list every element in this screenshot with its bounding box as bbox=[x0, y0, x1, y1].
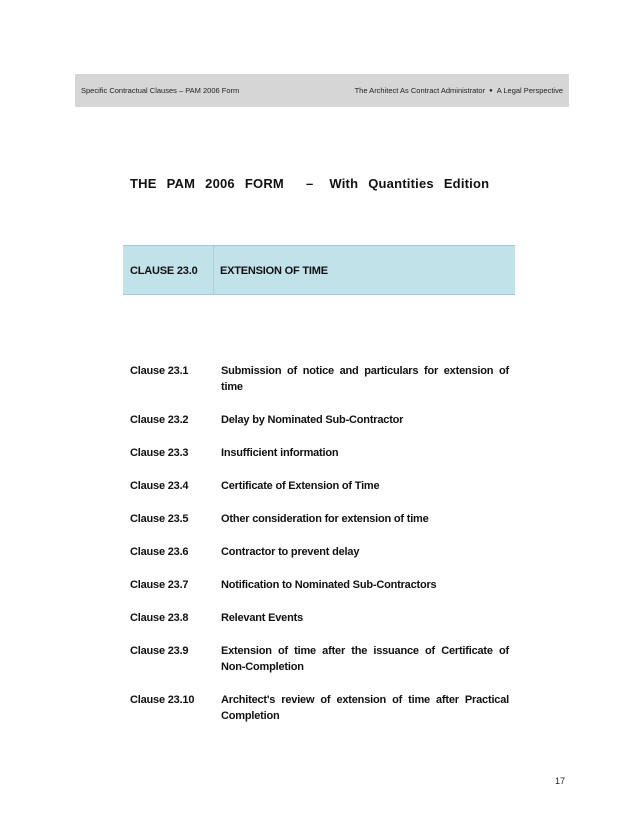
subclause-number: Clause 23.1 bbox=[130, 365, 189, 377]
subclause-text: Relevant Events bbox=[221, 612, 303, 624]
page-title bbox=[130, 176, 530, 191]
title-word: FORM bbox=[244, 176, 284, 191]
list-item bbox=[130, 610, 510, 626]
title-word: Quantities bbox=[368, 176, 434, 191]
clause-heading-band bbox=[123, 245, 515, 295]
page-header bbox=[75, 74, 569, 107]
subclause-number: Clause 23.9 bbox=[130, 645, 189, 657]
list-item bbox=[130, 692, 510, 724]
subclause-number: Clause 23.3 bbox=[130, 447, 189, 459]
list-item bbox=[130, 643, 510, 675]
bullet-icon: ● bbox=[489, 87, 493, 94]
title-word: THE bbox=[130, 176, 157, 191]
subclause-number: Clause 23.5 bbox=[130, 513, 189, 525]
page-number: 17 bbox=[554, 776, 565, 786]
list-item bbox=[130, 511, 510, 527]
header-right-tail: A Legal Perspective bbox=[496, 86, 563, 95]
list-item bbox=[130, 544, 510, 560]
subclause-text: Extension of time after the issuance of Certificate of Non-Completion bbox=[221, 645, 509, 673]
header-right-text: The Architect As Contract Administrator bbox=[354, 86, 486, 95]
clause-number: CLAUSE 23.0 bbox=[130, 265, 198, 277]
subclause-number: Clause 23.6 bbox=[130, 546, 189, 558]
clause-name: EXTENSION OF TIME bbox=[220, 265, 328, 277]
subclause-text: Architect's review of extension of time after Practical Completion bbox=[221, 694, 509, 722]
list-item bbox=[130, 577, 510, 593]
subclause-number: Clause 23.2 bbox=[130, 414, 189, 426]
subclause-number: Clause 23.10 bbox=[130, 694, 195, 706]
header-right bbox=[355, 86, 563, 95]
subclause-number: Clause 23.8 bbox=[130, 612, 189, 624]
title-word: 2006 bbox=[205, 176, 235, 191]
band-divider bbox=[213, 246, 214, 294]
subclause-number: Clause 23.4 bbox=[130, 480, 189, 492]
subclause-text: Submission of notice and particulars for extension of time bbox=[221, 365, 509, 393]
title-word: With bbox=[329, 176, 359, 191]
subclause-text: Certificate of Extension of Time bbox=[221, 480, 380, 492]
title-dash: – bbox=[305, 176, 314, 191]
subclause-text: Other consideration for extension of time bbox=[221, 513, 429, 525]
title-word: PAM bbox=[166, 176, 196, 191]
subclause-list bbox=[130, 363, 510, 724]
subclause-text: Contractor to prevent delay bbox=[221, 546, 360, 558]
subclause-text: Notification to Nominated Sub-Contractors bbox=[221, 579, 437, 591]
list-item bbox=[130, 363, 510, 395]
list-item bbox=[130, 478, 510, 494]
subclause-number: Clause 23.7 bbox=[130, 579, 189, 591]
list-item bbox=[130, 445, 510, 461]
header-left-text: Specific Contractual Clauses – PAM 2006 Form bbox=[81, 86, 240, 95]
subclause-text: Delay by Nominated Sub-Contractor bbox=[221, 414, 404, 426]
title-word: Edition bbox=[443, 176, 490, 191]
subclause-text: Insufficient information bbox=[221, 447, 339, 459]
list-item bbox=[130, 412, 510, 428]
